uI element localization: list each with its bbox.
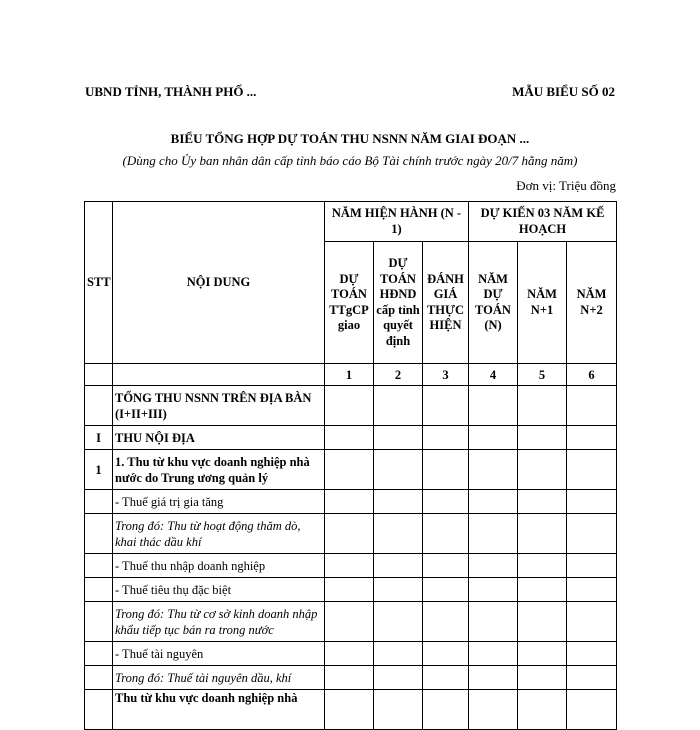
col-number: 5 <box>518 364 567 386</box>
header-plan-years: DỰ KIẾN 03 NĂM KẾ HOẠCH <box>469 202 617 242</box>
row-content: - Thuế tài nguyên <box>113 642 325 666</box>
col-number: 4 <box>469 364 518 386</box>
row-stt <box>85 666 113 690</box>
row-content: TỔNG THU NSNN TRÊN ĐỊA BÀN (I+II+III) <box>113 386 325 426</box>
form-number: MẪU BIỂU SỐ 02 <box>512 84 615 99</box>
header-col-3: ĐÁNH GIÁ THỰC HIỆN <box>423 242 469 364</box>
row-content: Trong đó: Thuế tài nguyên dầu, khí <box>113 666 325 690</box>
col-number: 2 <box>374 364 423 386</box>
row-stt <box>85 490 113 514</box>
row-stt <box>85 642 113 666</box>
col-number: 6 <box>567 364 617 386</box>
budget-table <box>84 201 617 730</box>
document-subtitle: (Dùng cho Ủy ban nhân dân cấp tỉnh báo cáo Bộ Tài chính trước ngày 20/7 hằng năm) <box>122 153 578 168</box>
header-col-2: DỰ TOÁN HĐND cấp tỉnh quyết định <box>374 242 423 364</box>
row-content: - Thuế thu nhập doanh nghiệp <box>113 554 325 578</box>
header-current-year: NĂM HIỆN HÀNH (N - 1) <box>325 202 469 242</box>
row-content: - Thuế tiêu thụ đặc biệt <box>113 578 325 602</box>
row-stt <box>85 386 113 426</box>
row-content: THU NỘI ĐỊA <box>113 426 325 450</box>
row-content: - Thuế giá trị gia tăng <box>113 490 325 514</box>
issuer-header: UBND TỈNH, THÀNH PHỐ ... <box>85 84 257 99</box>
table-row <box>85 450 617 490</box>
table-row <box>85 554 617 578</box>
header-stt: STT <box>85 202 113 364</box>
row-stt <box>85 578 113 602</box>
row-content: Trong đó: Thu từ cơ sở kinh doanh nhập khẩu tiếp tục bán ra trong nước <box>113 602 325 642</box>
table-row <box>85 666 617 690</box>
header-noi-dung: NỘI DUNG <box>113 202 325 364</box>
col-number: 3 <box>423 364 469 386</box>
column-number-row <box>85 364 617 386</box>
row-stt <box>85 514 113 554</box>
table-row <box>85 642 617 666</box>
table-row <box>85 514 617 554</box>
row-content: Trong đó: Thu từ hoạt động thăm dò, khai thác dầu khí <box>113 514 325 554</box>
row-stt: I <box>85 426 113 450</box>
header-col-5: NĂM N+1 <box>518 242 567 364</box>
header-col-6: NĂM N+2 <box>567 242 617 364</box>
table-row <box>85 386 617 426</box>
row-content: Thu từ khu vực doanh nghiệp nhà <box>113 690 325 730</box>
row-stt <box>85 690 113 730</box>
table-row <box>85 690 617 730</box>
table-row <box>85 578 617 602</box>
table-row <box>85 490 617 514</box>
row-stt <box>85 554 113 578</box>
header-col-1: DỰ TOÁN TTgCP giao <box>325 242 374 364</box>
unit-label: Đơn vị: Triệu đồng <box>516 178 616 193</box>
col-number: 1 <box>325 364 374 386</box>
row-content: 1. Thu từ khu vực doanh nghiệp nhà nước do Trung ương quản lý <box>113 450 325 490</box>
row-stt <box>85 602 113 642</box>
document-title: BIỂU TỔNG HỢP DỰ TOÁN THU NSNN NĂM GIAI ĐOẠN ... <box>170 131 530 146</box>
table-row <box>85 426 617 450</box>
row-stt: 1 <box>85 450 113 490</box>
table-row <box>85 602 617 642</box>
header-col-4: NĂM DỰ TOÁN (N) <box>469 242 518 364</box>
